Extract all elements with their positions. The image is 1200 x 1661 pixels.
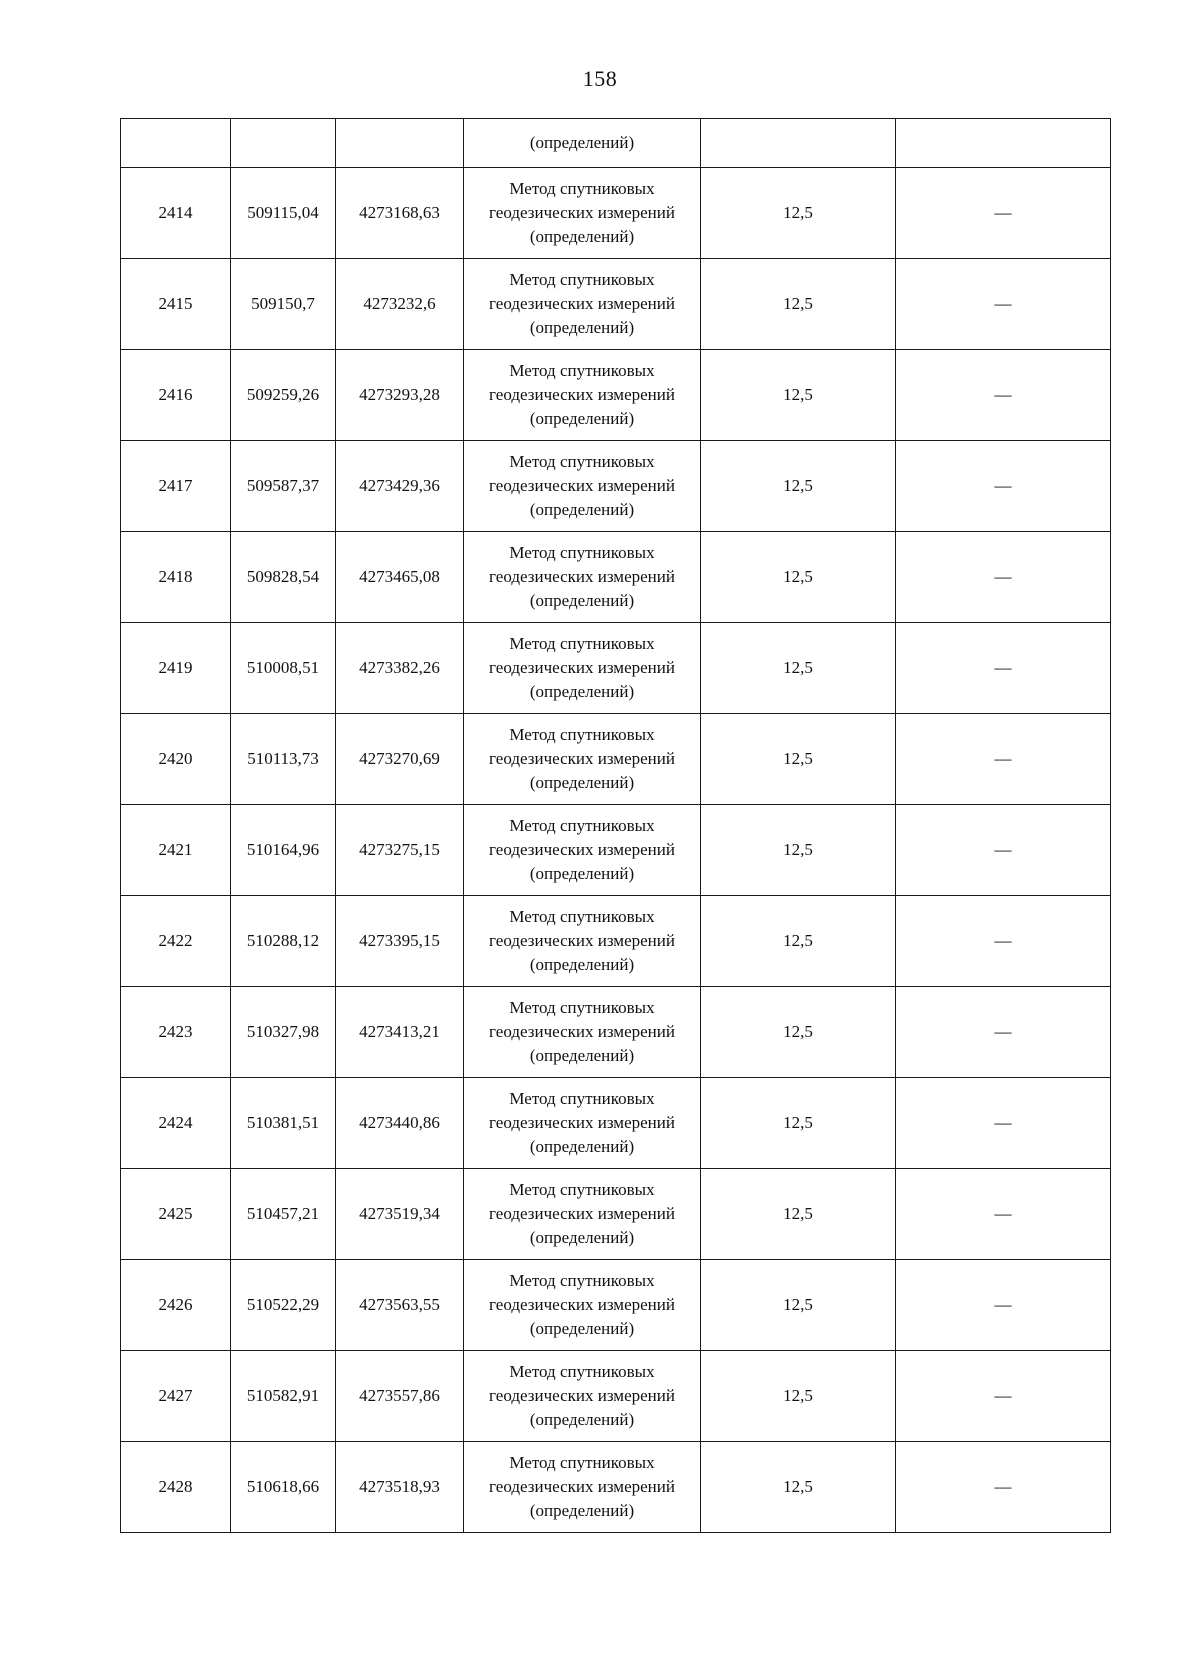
- cell-accuracy: 12,5: [701, 1260, 896, 1351]
- cell-note: —: [896, 714, 1111, 805]
- cell-y: 4273395,15: [336, 896, 464, 987]
- page-number: 158: [582, 66, 618, 91]
- method-text-line: Метод спутниковых: [509, 725, 655, 744]
- method-text-line: геодезических измерений: [489, 1295, 675, 1314]
- method-text-line: (определений): [529, 409, 635, 428]
- method-text-line: (определений): [529, 682, 635, 701]
- method-text-line: геодезических измерений: [489, 567, 675, 586]
- coordinates-table: [120, 118, 1111, 1533]
- cell-note: —: [896, 1351, 1111, 1442]
- table-row: [121, 1260, 1111, 1351]
- cell-num: 2424: [121, 1078, 231, 1169]
- cell-accuracy: 12,5: [701, 1169, 896, 1260]
- cell-accuracy: [701, 119, 896, 168]
- cell-x: 509115,04: [231, 168, 336, 259]
- cell-note: —: [896, 1260, 1111, 1351]
- table-row: [121, 1078, 1111, 1169]
- cell-x: 510008,51: [231, 623, 336, 714]
- cell-accuracy: 12,5: [701, 1078, 896, 1169]
- cell-note: —: [896, 532, 1111, 623]
- method-text-line: геодезических измерений: [489, 1204, 675, 1223]
- cell-y: 4273557,86: [336, 1351, 464, 1442]
- cell-num: 2416: [121, 350, 231, 441]
- cell-num: 2418: [121, 532, 231, 623]
- method-text-line: (определений): [529, 773, 635, 792]
- cell-accuracy: 12,5: [701, 1442, 896, 1533]
- cell-y: 4273275,15: [336, 805, 464, 896]
- cell-accuracy: 12,5: [701, 168, 896, 259]
- table-row: [121, 441, 1111, 532]
- cell-accuracy: 12,5: [701, 350, 896, 441]
- table-row: [121, 1442, 1111, 1533]
- cell-note: —: [896, 987, 1111, 1078]
- cell-method: [464, 350, 701, 441]
- cell-y: 4273465,08: [336, 532, 464, 623]
- cell-method: [464, 259, 701, 350]
- table-row: [121, 350, 1111, 441]
- continuation-row: [121, 119, 1111, 168]
- method-text-line: (определений): [529, 1228, 635, 1247]
- cell-note: —: [896, 623, 1111, 714]
- table-body: [121, 119, 1111, 1533]
- cell-y: 4273232,6: [336, 259, 464, 350]
- cell-method: [464, 714, 701, 805]
- table-row: [121, 714, 1111, 805]
- cell-y: 4273168,63: [336, 168, 464, 259]
- cell-x: 510582,91: [231, 1351, 336, 1442]
- method-text-line: Метод спутниковых: [509, 1362, 655, 1381]
- cell-accuracy: 12,5: [701, 441, 896, 532]
- cell-method: [464, 168, 701, 259]
- method-text-line: Метод спутниковых: [509, 543, 655, 562]
- cell-y: [336, 119, 464, 168]
- table-row: [121, 1351, 1111, 1442]
- cell-num: 2421: [121, 805, 231, 896]
- cell-y: 4273382,26: [336, 623, 464, 714]
- method-text-line: геодезических измерений: [489, 931, 675, 950]
- method-text-line: (определений): [529, 500, 635, 519]
- cell-note: —: [896, 805, 1111, 896]
- cell-note: —: [896, 168, 1111, 259]
- cell-note: —: [896, 441, 1111, 532]
- method-text-line: (определений): [529, 1410, 635, 1429]
- cell-x: 509587,37: [231, 441, 336, 532]
- cell-accuracy: 12,5: [701, 259, 896, 350]
- cell-accuracy: 12,5: [701, 532, 896, 623]
- cell-x: 509150,7: [231, 259, 336, 350]
- method-text-line: (определений): [529, 1501, 635, 1520]
- cell-note: —: [896, 350, 1111, 441]
- cell-num: 2423: [121, 987, 231, 1078]
- cell-y: 4273270,69: [336, 714, 464, 805]
- method-text-line: геодезических измерений: [489, 476, 675, 495]
- method-text-line: (определений): [529, 591, 635, 610]
- cell-method: [464, 623, 701, 714]
- method-text-line: Метод спутниковых: [509, 1271, 655, 1290]
- method-text-line: геодезических измерений: [489, 294, 675, 313]
- cell-accuracy: 12,5: [701, 1351, 896, 1442]
- method-text-line: геодезических измерений: [489, 1022, 675, 1041]
- cell-num: 2420: [121, 714, 231, 805]
- cell-note: —: [896, 1078, 1111, 1169]
- table-row: [121, 623, 1111, 714]
- cell-method: [464, 987, 701, 1078]
- method-text-line: (определений): [529, 1137, 635, 1156]
- method-text-line: геодезических измерений: [489, 1113, 675, 1132]
- method-text-line: геодезических измерений: [489, 203, 675, 222]
- cell-x: 509828,54: [231, 532, 336, 623]
- method-text-line: (определений): [529, 1319, 635, 1338]
- cell-y: 4273518,93: [336, 1442, 464, 1533]
- cell-method: [464, 1260, 701, 1351]
- table-row: [121, 532, 1111, 623]
- method-text-line: геодезических измерений: [489, 749, 675, 768]
- cell-accuracy: 12,5: [701, 987, 896, 1078]
- method-text-line: Метод спутниковых: [509, 361, 655, 380]
- cell-note: —: [896, 1169, 1111, 1260]
- cell-x: 509259,26: [231, 350, 336, 441]
- cell-method: [464, 441, 701, 532]
- cell-y: 4273563,55: [336, 1260, 464, 1351]
- table-row: [121, 896, 1111, 987]
- cell-y: 4273440,86: [336, 1078, 464, 1169]
- cell-num: 2415: [121, 259, 231, 350]
- method-text-line: геодезических измерений: [489, 1477, 675, 1496]
- method-text-line: (определений): [529, 318, 635, 337]
- cell-x: 510457,21: [231, 1169, 336, 1260]
- cell-accuracy: 12,5: [701, 805, 896, 896]
- method-text-line: Метод спутниковых: [509, 634, 655, 653]
- method-text-line: (определений): [529, 227, 635, 246]
- method-text-line: геодезических измерений: [489, 385, 675, 404]
- method-text-line: Метод спутниковых: [509, 1180, 655, 1199]
- cell-x: 510381,51: [231, 1078, 336, 1169]
- cell-num: 2417: [121, 441, 231, 532]
- method-text-line: геодезических измерений: [489, 840, 675, 859]
- cell-accuracy: 12,5: [701, 714, 896, 805]
- method-text-line: Метод спутниковых: [509, 998, 655, 1017]
- cell-num: 2419: [121, 623, 231, 714]
- cell-x: 510618,66: [231, 1442, 336, 1533]
- method-text-line: Метод спутниковых: [509, 907, 655, 926]
- cell-method: [464, 1078, 701, 1169]
- cell-x: 510164,96: [231, 805, 336, 896]
- method-text-line: Метод спутниковых: [509, 1089, 655, 1108]
- table-row: [121, 1169, 1111, 1260]
- cell-method: (определений): [464, 119, 701, 168]
- cell-note: [896, 119, 1111, 168]
- method-text-line: Метод спутниковых: [509, 1453, 655, 1472]
- cell-method: [464, 1351, 701, 1442]
- cell-method: [464, 532, 701, 623]
- method-text-line: Метод спутниковых: [509, 452, 655, 471]
- cell-num: 2422: [121, 896, 231, 987]
- cell-note: —: [896, 1442, 1111, 1533]
- cell-num: 2428: [121, 1442, 231, 1533]
- cell-y: 4273429,36: [336, 441, 464, 532]
- cell-num: 2427: [121, 1351, 231, 1442]
- method-text-line: (определений): [529, 864, 635, 883]
- method-text-line: геодезических измерений: [489, 1386, 675, 1405]
- table-row: [121, 805, 1111, 896]
- cell-num: [121, 119, 231, 168]
- cell-x: 510288,12: [231, 896, 336, 987]
- cell-num: 2426: [121, 1260, 231, 1351]
- cell-note: —: [896, 896, 1111, 987]
- method-text-line: Метод спутниковых: [509, 816, 655, 835]
- method-text-line: (определений): [529, 955, 635, 974]
- table-row: [121, 987, 1111, 1078]
- table-row: [121, 168, 1111, 259]
- method-text-line: геодезических измерений: [489, 658, 675, 677]
- cell-num: 2414: [121, 168, 231, 259]
- cell-method: [464, 805, 701, 896]
- cell-num: 2425: [121, 1169, 231, 1260]
- method-text-line: (определений): [529, 1046, 635, 1065]
- cell-method: [464, 1169, 701, 1260]
- cell-method: [464, 1442, 701, 1533]
- cell-y: 4273293,28: [336, 350, 464, 441]
- cell-accuracy: 12,5: [701, 896, 896, 987]
- cell-y: 4273413,21: [336, 987, 464, 1078]
- table-row: [121, 259, 1111, 350]
- cell-y: 4273519,34: [336, 1169, 464, 1260]
- cell-x: 510113,73: [231, 714, 336, 805]
- cell-x: 510522,29: [231, 1260, 336, 1351]
- cell-x: 510327,98: [231, 987, 336, 1078]
- cell-note: —: [896, 259, 1111, 350]
- cell-x: [231, 119, 336, 168]
- method-text-line: Метод спутниковых: [509, 270, 655, 289]
- cell-method: [464, 896, 701, 987]
- cell-accuracy: 12,5: [701, 623, 896, 714]
- method-text-line: Метод спутниковых: [509, 179, 655, 198]
